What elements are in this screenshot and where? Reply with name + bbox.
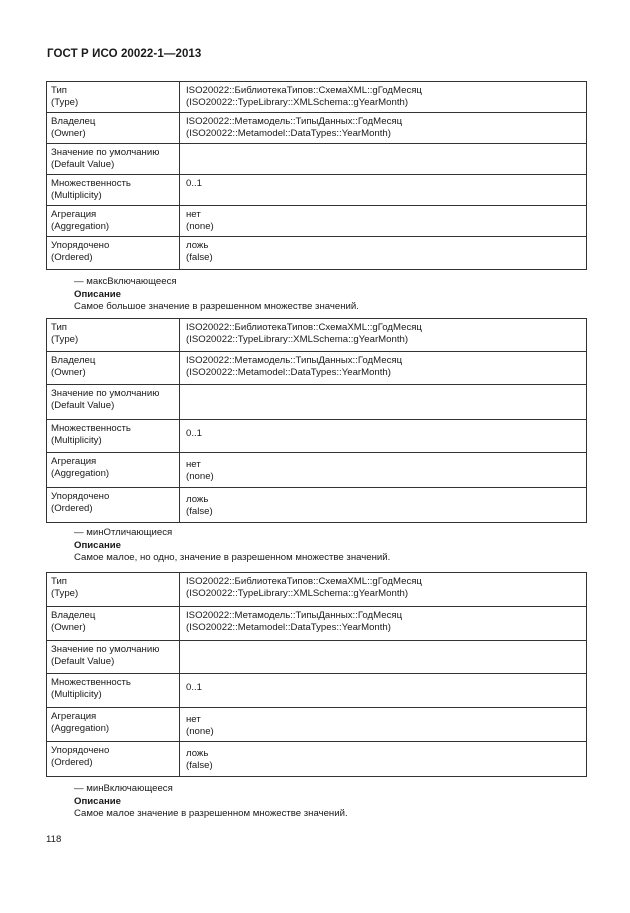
value-primary: ложь (186, 748, 209, 759)
row-label (47, 82, 180, 113)
table-row (47, 607, 587, 641)
value-secondary: (ISO20022::TypeLibrary::XMLSchema::gYearMonth) (186, 97, 409, 109)
row-label (47, 174, 180, 205)
label-ru: Агрегация (51, 711, 97, 722)
label-ru: Агрегация (51, 456, 97, 467)
value-primary: ISO20022::Метамодель::ТипыДанных::ГодМесяц (186, 610, 403, 621)
row-value (180, 607, 587, 641)
label-ru: Множественность (51, 423, 131, 434)
page-number: 118 (46, 834, 62, 845)
table-row (47, 205, 587, 236)
element-name: — максВключающееся (74, 276, 177, 287)
value-secondary: (ISO20022::Metamodel::DataTypes::YearMonth) (186, 367, 391, 379)
label-en: (Ordered) (51, 503, 93, 515)
row-value (180, 352, 587, 385)
table-row (47, 641, 587, 674)
row-label (47, 641, 180, 674)
label-en: (Owner) (51, 622, 86, 634)
section-min-exclusive (74, 527, 390, 565)
table-row (47, 573, 587, 607)
row-value (180, 453, 587, 488)
properties-table-1 (46, 81, 587, 270)
label-en: (Ordered) (51, 757, 93, 769)
label-ru: Тип (51, 576, 67, 587)
section-description: Самое малое, но одно, значение в разрешенном множестве значений. (74, 552, 391, 563)
table-row (47, 82, 587, 113)
label-ru: Владелец (51, 116, 96, 127)
label-ru: Упорядочено (51, 745, 110, 756)
label-en: (Owner) (51, 367, 86, 379)
table-row (47, 385, 587, 420)
label-en: (Ordered) (51, 252, 93, 264)
row-label (47, 453, 180, 488)
label-en: (Default Value) (51, 159, 115, 171)
row-value (180, 641, 587, 674)
properties-table-2 (46, 318, 587, 523)
table-row (47, 236, 587, 269)
row-value (180, 674, 587, 708)
table-row (47, 143, 587, 174)
row-label (47, 674, 180, 708)
section-description: Самое большое значение в разрешенном множестве значений. (74, 301, 359, 312)
value-secondary: (none) (186, 726, 214, 738)
row-value (180, 174, 587, 205)
value-primary: ISO20022::БиблиотекаТипов::СхемаXML::gГодМесяц (186, 322, 422, 333)
value-secondary: (false) (186, 506, 213, 518)
label-en: (Multiplicity) (51, 190, 102, 202)
row-label (47, 742, 180, 777)
table-row (47, 352, 587, 385)
label-ru: Упорядочено (51, 491, 110, 502)
row-label (47, 319, 180, 352)
element-name: — минВключающееся (74, 783, 173, 794)
row-label (47, 113, 180, 144)
label-ru: Значение по умолчанию (51, 388, 160, 399)
row-label (47, 573, 180, 607)
label-ru: Владелец (51, 355, 96, 366)
table-row (47, 420, 587, 453)
row-value (180, 113, 587, 144)
row-label (47, 352, 180, 385)
element-name: — минОтличающиеся (74, 527, 173, 538)
row-value (180, 143, 587, 174)
label-en: (Type) (51, 588, 79, 600)
label-ru: Значение по умолчанию (51, 146, 160, 158)
value-primary: ISO20022::БиблиотекаТипов::СхемаXML::gГодМесяц (186, 85, 422, 96)
row-value (180, 82, 587, 113)
table-row (47, 113, 587, 144)
value-secondary: (ISO20022::Metamodel::DataTypes::YearMonth) (186, 622, 391, 634)
section-label: Описание (74, 795, 121, 807)
value-primary: нет (186, 714, 201, 725)
label-en: (Type) (51, 334, 79, 346)
row-label (47, 607, 180, 641)
label-ru: Тип (51, 85, 67, 96)
section-max-inclusive (74, 276, 359, 314)
label-ru: Значение по умолчанию (51, 644, 160, 655)
label-en: (Default Value) (51, 656, 115, 668)
table-row (47, 708, 587, 742)
row-value (180, 573, 587, 607)
value-secondary: (ISO20022::TypeLibrary::XMLSchema::gYearMonth) (186, 588, 409, 600)
row-value (180, 420, 587, 453)
label-ru: Упорядочено (51, 239, 110, 251)
row-value (180, 385, 587, 420)
row-value (180, 319, 587, 352)
value-primary: ложь (186, 239, 209, 251)
label-ru: Тип (51, 322, 67, 333)
value-secondary: (ISO20022::TypeLibrary::XMLSchema::gYearMonth) (186, 334, 409, 346)
row-label (47, 205, 180, 236)
value-primary: 0..1 (186, 428, 203, 439)
row-value (180, 488, 587, 523)
table-row (47, 174, 587, 205)
value-secondary: (none) (186, 471, 214, 483)
value-primary: 0..1 (186, 177, 203, 189)
page-header: ГОСТ Р ИСО 20022-1—2013 (47, 48, 202, 60)
label-en: (Aggregation) (51, 468, 110, 480)
row-label (47, 236, 180, 269)
label-en: (Owner) (51, 128, 86, 140)
table-row (47, 674, 587, 708)
label-en: (Aggregation) (51, 723, 110, 735)
value-primary: ISO20022::Метамодель::ТипыДанных::ГодМесяц (186, 116, 403, 127)
row-label (47, 420, 180, 453)
section-label: Описание (74, 288, 121, 300)
value-secondary: (none) (186, 221, 214, 233)
row-label (47, 708, 180, 742)
label-en: (Type) (51, 97, 79, 109)
value-primary: ISO20022::Метамодель::ТипыДанных::ГодМесяц (186, 355, 403, 366)
label-ru: Множественность (51, 677, 131, 688)
properties-table-3 (46, 572, 587, 777)
label-ru: Владелец (51, 610, 96, 621)
table-row (47, 742, 587, 777)
row-value (180, 708, 587, 742)
label-en: (Multiplicity) (51, 689, 102, 701)
value-secondary: (false) (186, 760, 213, 772)
label-ru: Множественность (51, 177, 131, 189)
row-label (47, 385, 180, 420)
row-value (180, 205, 587, 236)
table-row (47, 488, 587, 523)
label-en: (Multiplicity) (51, 435, 102, 447)
label-en: (Aggregation) (51, 221, 110, 233)
value-primary: 0..1 (186, 682, 203, 693)
row-value (180, 236, 587, 269)
section-min-inclusive (74, 783, 348, 821)
label-ru: Агрегация (51, 208, 97, 220)
value-primary: ложь (186, 494, 209, 505)
row-label (47, 143, 180, 174)
row-value (180, 742, 587, 777)
table-row (47, 453, 587, 488)
value-secondary: (false) (186, 252, 213, 264)
value-primary: ISO20022::БиблиотекаТипов::СхемаXML::gГодМесяц (186, 576, 422, 587)
value-primary: нет (186, 459, 201, 470)
table-row (47, 319, 587, 352)
label-en: (Default Value) (51, 400, 115, 412)
value-secondary: (ISO20022::Metamodel::DataTypes::YearMonth) (186, 128, 391, 140)
section-label: Описание (74, 539, 121, 551)
section-description: Самое малое значение в разрешенном множестве значений. (74, 808, 348, 819)
value-primary: нет (186, 208, 201, 220)
row-label (47, 488, 180, 523)
